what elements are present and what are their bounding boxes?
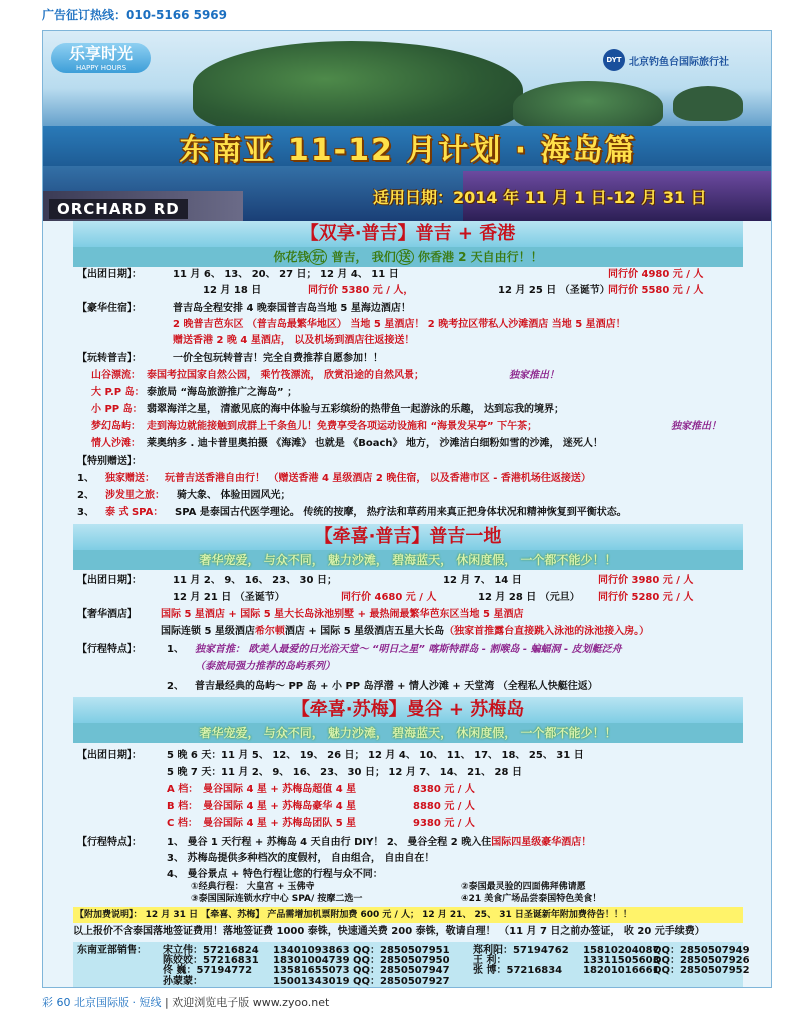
subtitle-circled: 玩 [309, 249, 327, 265]
item-name: 小 PP 岛： [91, 404, 143, 415]
logo-cn: 乐享时光 [68, 44, 133, 63]
section-title-bangkok-samui: 【牵喜·苏梅】曼谷 + 苏梅岛 [73, 697, 743, 723]
contact-qq: QQ：2850507949 [653, 945, 750, 956]
contact-name: 佟 巍：57194772 [163, 965, 253, 976]
hotel-part: 酒店 + 国际 5 星级酒店五星大长岛 [284, 626, 445, 637]
feature-label: 【行程特点】： [77, 837, 142, 848]
feature-no: 1、 [167, 644, 184, 655]
option-item: ②泰国最灵验的四面佛拜佛请愿 [461, 882, 586, 892]
contact-name: 孙蒙蒙： [163, 976, 203, 987]
grade-label: C 档： [167, 818, 198, 829]
feature-text: 4、 曼谷景点 + 特色行程让您的行程与众不同： [167, 869, 383, 880]
price: 同行价 5280 元 / 人 [598, 592, 694, 603]
contact-qq: QQ：2850507950 [353, 955, 450, 966]
price: 同行价 4980 元 / 人 [608, 269, 704, 280]
hotel-text: 普吉岛全程安排 4 晚泰国普吉岛当地 5 星海边酒店！ [173, 303, 411, 314]
grade-price: 8380 元 / 人 [413, 784, 475, 795]
feature-no: 2、 [167, 681, 184, 692]
departure-dates: 12 月 18 日 [203, 285, 262, 296]
gift-text: 骑大象、 体验田园风光； [177, 490, 291, 501]
gift-name: 独家赠送： [105, 473, 155, 484]
item-text: 走到海边就能接触到成群上千条鱼儿！免费享受各项运动设施和 “海景发呆亭” 下午茶； [147, 421, 538, 432]
agency-logo [603, 49, 729, 71]
exclusive-tag: 独家推出！ [671, 421, 721, 432]
contact-name: 张 博：57216834 [473, 965, 563, 976]
play-label: 【玩转普吉】： [77, 353, 142, 364]
hotel-part: 希尔顿 [254, 626, 285, 637]
gift-no: 3、 [77, 507, 94, 518]
street-sign: ORCHARD RD [49, 199, 188, 219]
gift-no: 1、 [77, 473, 94, 484]
price: 同行价 3980 元 / 人 [598, 575, 694, 586]
grade-price: 9380 元 / 人 [413, 818, 475, 829]
logo-en: HAPPY HOURS [75, 64, 127, 72]
section-subtitle [73, 247, 743, 267]
item-text: 莱奥纳多 . 迪卡普里奥拍摄 《海滩》 也就是 《Boach》 地方， 沙滩洁白细粉如雪的沙滩， 迷死人！ [147, 438, 603, 449]
feature-label: 【行程特点】： [77, 644, 142, 655]
hero-date: 适用日期：2014 年 11 月 1 日-12 月 31 日 [373, 188, 707, 207]
gift-name: 泰 式 SPA： [105, 507, 164, 518]
item-name: 山谷漂流： [91, 370, 141, 381]
footer-separator: | [164, 996, 169, 1009]
island-image [193, 41, 523, 136]
section-title-phuket: 【牵喜·普吉】普吉一地 [73, 524, 743, 550]
contacts-label: 东南亚部销售： [77, 945, 147, 956]
gift-text: SPA 是泰国古代医学理论。 传统的按摩， 热疗法和草药用来真正把身体状况和精神恢复到平衡状态。 [175, 507, 627, 518]
departure-dates: 11 月 2、 9、 16、 23、 30 日； [173, 575, 337, 586]
contact-phone: 13401093863 [273, 945, 350, 956]
departure-label: 【出团日期】： [77, 269, 142, 280]
section-subtitle: 奢华宠爱， 与众不同， 魅力沙滩， 碧海蓝天， 休闲度假， 一个都不能少！！ [73, 723, 743, 743]
ad-hotline: 广告征订热线：010-5166 5969 [42, 8, 228, 22]
feature-text: 3、 苏梅岛提供多种档次的度假村， 自由组合， 自由自在！ [167, 853, 435, 864]
departure-dates: 11 月 6、 13、 20、 27 日； 12 月 4、 11 日 [173, 269, 399, 280]
gift-name: 涉发里之旅： [105, 490, 165, 501]
departure-dates: 12 月 7、 14 日 [443, 575, 522, 586]
site-link[interactable]: 欢迎浏览电子版 www.zyoo.net [172, 996, 330, 1009]
departure-dates: 11 月 2、 9、 16、 23、 30 日； 12 月 7、 14、 21、 28 日 [221, 767, 522, 778]
item-name: 梦幻岛屿： [91, 421, 141, 432]
brochure-page [42, 30, 772, 988]
grade-text: 曼谷国际 4 星 + 苏梅岛团队 5 星 [203, 818, 357, 829]
agency-name: 北京钓鱼台国际旅行社 [629, 56, 729, 68]
contact-qq: QQ：2850507926 [653, 955, 750, 966]
item-text: 翡翠海洋之星， 清澈见底的海中体验与五彩缤纷的热带鱼一起游泳的乐趣， 达到忘我的境界； [147, 404, 564, 415]
price: 同行价 5380 元 / 人， [308, 285, 414, 296]
hotel-text: 2 晚普吉芭东区 （普吉岛最繁华地区） 当地 5 星酒店！ 2 晚考拉区带私人沙滩酒店 当地 5 星酒店！ [173, 319, 626, 330]
option-item: ④21 美食广场品尝泰国特色美食！ [461, 894, 602, 904]
contact-phone: 13581655073 [273, 965, 350, 976]
price: 同行价 4680 元 / 人 [341, 592, 437, 603]
contact-name: 郑利阳：57194762 [473, 945, 569, 956]
item-name: 大 P.P 岛： [91, 387, 145, 398]
hotel-part: 国际连锁 5 星级酒店 [161, 626, 255, 637]
feature-text: （泰旅局强力推荐的岛屿系列） [195, 661, 335, 672]
contact-phone: 15001343019 [273, 976, 350, 987]
item-name: 情人沙滩： [91, 438, 141, 449]
feature-text: 普吉最经典的岛屿～ PP 岛 + 小 PP 岛浮潜 + 情人沙滩 + 天堂湾 （全程私人快艇往返） [195, 681, 598, 692]
contact-qq: QQ：2850507927 [353, 976, 450, 987]
page-info: 彩 60 北京国际版 · 短线 [42, 996, 162, 1009]
departure-label: 【出团日期】： [77, 750, 142, 761]
grade-price: 8880 元 / 人 [413, 801, 475, 812]
page-footer [42, 994, 329, 1010]
surcharge-note: 【附加费说明】： 12 月 31 日 【牵喜、苏梅】 产品需增加机票附加费 600 元 / 人； 12 月 21、 25、 31 日圣诞新年附加费待告！！！ [75, 910, 632, 920]
grade-label: B 档： [167, 801, 199, 812]
hotel-text [161, 624, 649, 639]
section-subtitle: 奢华宠爱， 与众不同， 魅力沙滩， 碧海蓝天， 休闲度假， 一个都不能少！！ [73, 550, 743, 570]
contact-qq: QQ：2850507947 [353, 965, 450, 976]
departure-dates: 11 月 5、 12、 19、 26 日； 12 月 4、 10、 11、 17、 18、 25、 31 日 [221, 750, 584, 761]
sales-contacts [73, 942, 750, 988]
subtitle-part: 你花钱 [273, 250, 310, 264]
departure-dates: 12 月 21 日 （圣诞节） [173, 592, 285, 603]
item-text: 泰国考拉国家自然公园， 乘竹筏漂流， 欣赏沿途的自然风景； [147, 370, 424, 381]
departure-dates: 12 月 28 日 （元旦） [478, 592, 580, 603]
hotel-text: 赠送香港 2 晚 4 星酒店， 以及机场到酒店往返接送！ [173, 335, 415, 346]
option-item: ③泰国国际连锁水疗中心 SPA/ 按摩二选一 [191, 894, 363, 904]
grade-text: 曼谷国际 4 星 + 苏梅岛超值 4 星 [203, 784, 357, 795]
item-text: 泰旅局 “海岛旅游推广之海岛” ； [147, 387, 298, 398]
feature-part: 国际四星级豪华酒店！ [491, 837, 592, 848]
contact-qq: QQ：2850507951 [353, 945, 450, 956]
contact-phone: 18201016661 [583, 965, 660, 976]
contact-name: 陈姣姣：57216831 [163, 955, 259, 966]
contact-name: 王 利： [473, 955, 507, 966]
contact-qq: QQ：2850507952 [653, 965, 750, 976]
contact-name: 宋立伟：57216824 [163, 945, 259, 956]
visa-notice: 以上报价不含泰国落地签证费用！落地签证费 1000 泰铢，快速通关费 200 泰铢，敬请自理！ （11 月 7 日之前办签证， 收 20 元手续费） [73, 926, 705, 937]
contact-phone: 18301004739 [273, 955, 350, 966]
subtitle-circled: 送 [396, 249, 414, 265]
price: 同行价 5580 元 / 人 [608, 285, 704, 296]
exclusive-tag: 独家推出！ [509, 370, 559, 381]
section-title-phuket-hongkong: 【双享·普吉】普吉 + 香港 [73, 221, 743, 247]
departure-label: 【出团日期】： [77, 575, 142, 586]
subtitle-part: 你香港 2 天自由行！！ [417, 250, 543, 264]
feature-part: 1、 曼谷 1 天行程 + 苏梅岛 4 天自由行 DIY！ 2、 曼谷全程 2 晚入住 [167, 837, 492, 848]
gift-label: 【特别赠送】： [77, 456, 142, 467]
grade-label: A 档： [167, 784, 199, 795]
feature-text [167, 835, 591, 850]
agency-badge-icon: DYT [603, 49, 625, 71]
gift-text: 玩普吉送香港自由行！ （赠送香港 4 星级酒店 2 晚住宿， 以及香港市区 - 香港机场往返接送） [165, 473, 591, 484]
duration-label: 5 晚 6 天： [167, 750, 222, 761]
option-item: ①经典行程： 大皇宫 + 玉佛寺 [191, 882, 315, 892]
happy-hours-logo [51, 43, 151, 73]
subtitle-part: 普吉， 我们 [331, 250, 396, 264]
grade-text: 曼谷国际 4 星 + 苏梅岛豪华 4 星 [203, 801, 357, 812]
hotel-label: 【奢华酒店】 [77, 609, 137, 620]
hotel-label: 【豪华住宿】： [77, 303, 142, 314]
island-image [513, 81, 663, 131]
departure-dates: 12 月 25 日 （圣诞节） [498, 285, 610, 296]
hotel-part: （独家首推露台直接跳入泳池的泳池接入房。） [444, 626, 650, 637]
play-intro: 一价全包玩转普吉！完全自费推荐自愿参加！！ [173, 353, 383, 364]
duration-label: 5 晚 7 天： [167, 767, 222, 778]
contact-phone: 13311505603 [583, 955, 660, 966]
gift-no: 2、 [77, 490, 94, 501]
hero-banner [43, 31, 772, 221]
hero-title: 东南亚 11-12 月计划 · 海岛篇 [179, 133, 637, 168]
feature-text: 独家首推： 欧美人最爱的日光浴天堂～ “明日之星” 喀斯特群岛 - 割喉岛 - 蝙蝠洞 - 皮划艇泛舟 [195, 644, 622, 655]
contact-phone: 15810204087 [583, 945, 660, 956]
hotel-text: 国际 5 星酒店 + 国际 5 星大长岛泳池别墅 + 最热闹最繁华芭东区当地 5 星酒店 [161, 609, 524, 620]
island-image [673, 86, 743, 121]
surcharge-bar [73, 907, 743, 923]
